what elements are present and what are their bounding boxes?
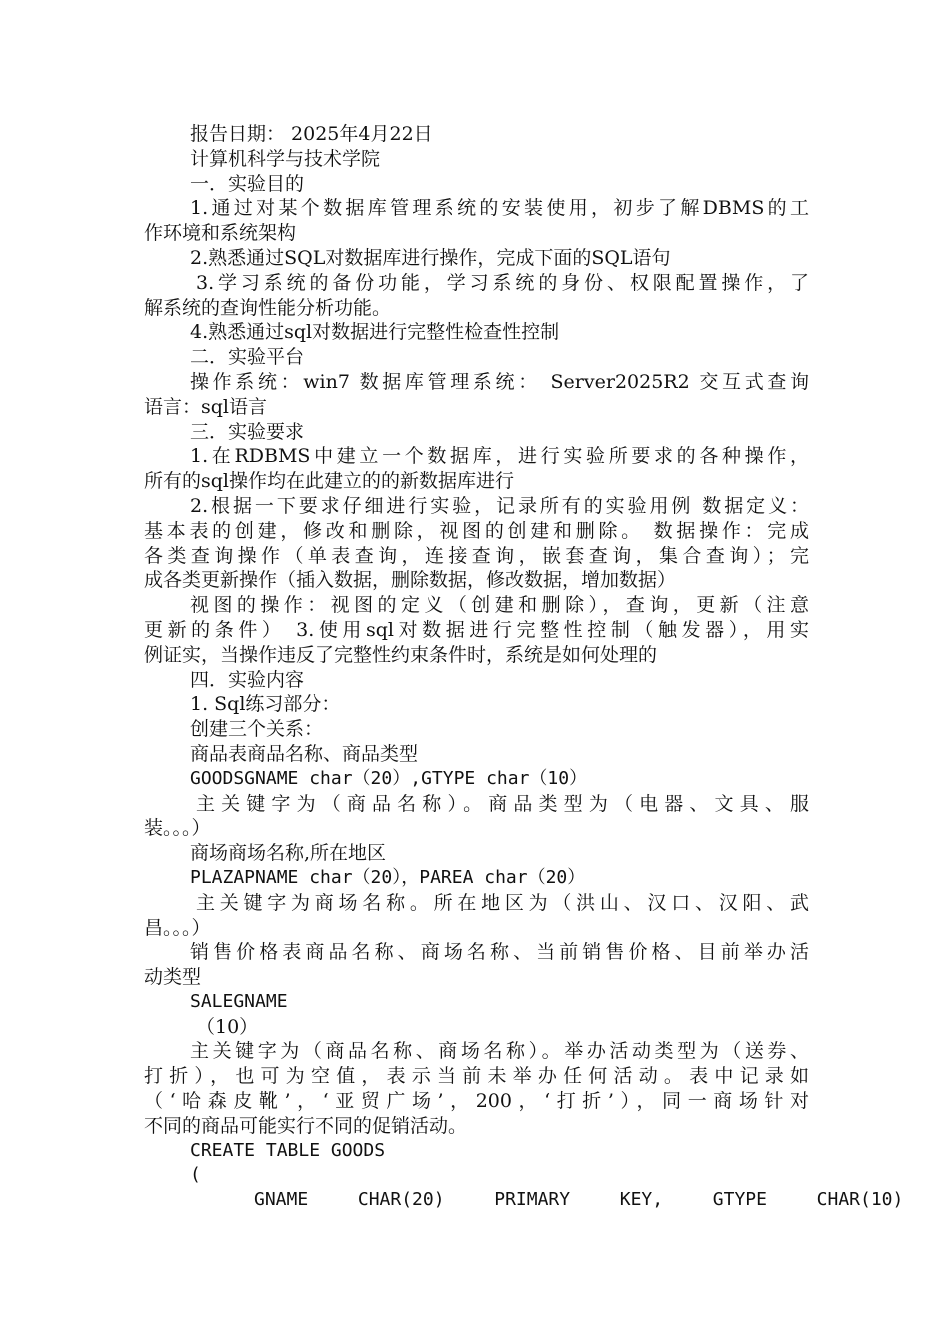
plaza-table-title: 商场商场名称,所在地区 [190, 842, 387, 865]
requirement-2-line-2: 基本表的创建，修改和删除，视图的创建和删除。 数据操作：完成 [144, 519, 809, 542]
sql-practice-heading: 1. Sql练习部分： [190, 693, 341, 716]
section-heading-4: 四．实验内容 [190, 668, 305, 691]
plaza-key-line-2: 昌。。。） [144, 916, 211, 939]
goods-table-title: 商品表商品名称、商品类型 [190, 742, 419, 765]
section-heading-1: 一．实验目的 [190, 172, 305, 195]
plaza-table-columns: PLAZAPNAME char（20），PAREA char（20） [190, 866, 586, 888]
requirement-2-line-1: 2.根据一下要求仔细进行实验，记录所有的实验用例 数据定义： [190, 494, 809, 517]
purpose-item-3-line-2: 解系统的查询性能分析功能。 [144, 296, 392, 319]
requirement-3-line-2: 更新的条件） 3.使用sql对数据进行完整性控制（触发器），用实 [144, 618, 809, 641]
purpose-item-1-line-1: 1.通过对某个数据库管理系统的安装使用，初步了解DBMS的工 [190, 197, 809, 220]
sale-table-columns: SALEGNAME [190, 990, 288, 1012]
sql-column-definition: GNAME CHAR(20) PRIMARY KEY, GTYPE CHAR(10) [254, 1189, 904, 1211]
section-heading-2: 二．实验平台 [190, 346, 305, 369]
document-page [144, 122, 904, 1213]
create-relations-text: 创建三个关系： [190, 718, 324, 741]
goods-key-line-1: 主关键字为（商品名称）。商品类型为（电器、文具、服 [196, 792, 809, 815]
requirement-1-line-1: 1.在RDBMS中建立一个数据库，进行实验所要求的各种操作， [190, 445, 809, 468]
requirement-2-line-3: 各类查询操作（单表查询，连接查询，嵌套查询，集合查询）；完 [144, 544, 809, 567]
requirement-3-line-3: 例证实，当操作违反了完整性约束条件时，系统是如何处理的 [144, 643, 658, 666]
plaza-key-line-1: 主关键字为商场名称。所在地区为（洪山、汉口、汉阳、武 [196, 891, 809, 914]
sql-create-statement: CREATE TABLE GOODS [190, 1139, 386, 1161]
purpose-item-2: 2.熟悉通过SQL对数据库进行操作，完成下面的SQL语句 [190, 246, 671, 269]
purpose-item-4: 4.熟悉通过sql对数据进行完整性检查性控制 [190, 321, 560, 344]
goods-key-line-2: 装。。。） [144, 817, 211, 840]
requirement-2-line-4: 成各类更新操作（插入数据，删除数据，修改数据，增加数据） [144, 569, 677, 592]
requirement-1-line-2: 所有的sql操作均在此建立的的新数据库进行 [144, 470, 514, 493]
goods-table-columns: GOODSGNAME char（20）,GTYPE char（10） [190, 767, 588, 789]
requirement-3-line-1: 视图的操作：视图的定义（创建和删除），查询，更新（注意 [190, 594, 809, 617]
sale-key-line-4: 不同的商品可能实行不同的促销活动。 [144, 1114, 468, 1137]
college-name: 计算机科学与技术学院 [190, 147, 381, 170]
platform-line-1: 操作系统：win7 数据库管理系统： Server2025R2 交互式查询 [190, 370, 809, 393]
sale-key-line-2: 打折），也可为空值，表示当前未举办任何活动。表中记录如 [144, 1065, 809, 1088]
section-heading-3: 三．实验要求 [190, 420, 305, 443]
platform-line-2: 语言：sql语言 [144, 395, 267, 418]
sale-table-columns-2: （10） [196, 1015, 259, 1038]
report-date: 报告日期： 2025年4月22日 [190, 123, 433, 145]
sql-open-paren: ( [190, 1164, 201, 1186]
purpose-item-1-line-2: 作环境和系统架构 [144, 222, 297, 245]
sale-key-line-3: （‘哈森皮靴’，‘亚贸广场’，200，‘打折’），同一商场针对 [144, 1090, 809, 1113]
purpose-item-3-line-1: 3.学习系统的备份功能，学习系统的身份、权限配置操作，了 [196, 271, 809, 294]
sale-table-title-line-2: 动类型 [144, 966, 202, 989]
sale-key-line-1: 主关键字为（商品名称、商场名称）。举办活动类型为（送券、 [190, 1040, 809, 1063]
sale-table-title-line-1: 销售价格表商品名称、商场名称、当前销售价格、目前举办活 [190, 941, 809, 964]
